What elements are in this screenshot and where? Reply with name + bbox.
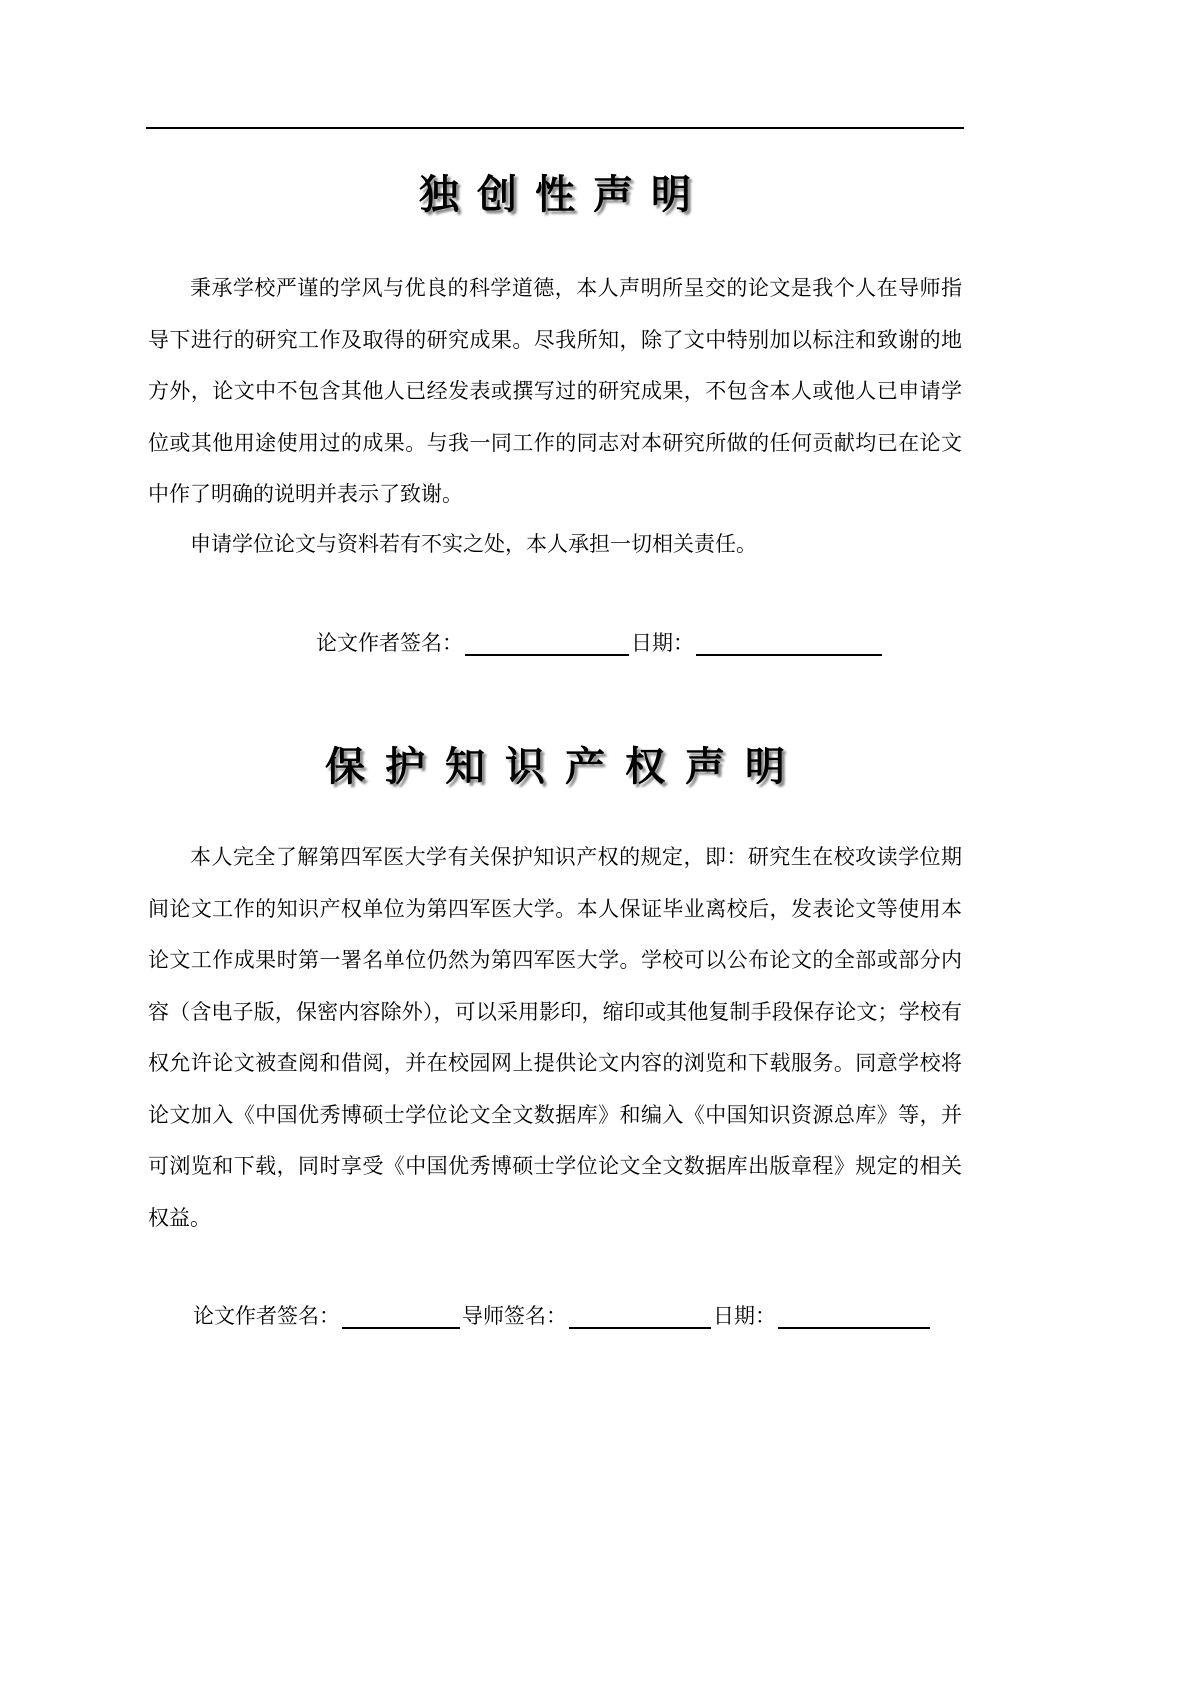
supervisor-signature-field[interactable] bbox=[569, 1303, 711, 1329]
originality-paragraph-2: 申请学位论文与资料若有不实之处，本人承担一切相关责任。 bbox=[190, 532, 757, 556]
ip-paragraph: 本人完全了解第四军医大学有关保护知识产权的规定，即：研究生在校攻读学位期间论文工作的知识产权单位为第四军医大学。本人保证毕业离校后，发表论文等使用本论文工作成果时第一署名单位仍然为第四军医大学。学校可以公布论文的全部或部分内容（含电子版，保密内容除外），可以采用影印，缩印或其他复制手段保存论文；学校有权允许论文被查阅和借阅，并在校园网上提供论文内容的浏览和下载服务。同意学校将论文加入《中国优秀博硕士学位论文全文数据库》和编入《中国知识资源总库》等，并可浏览和下载，同时享受《中国优秀博硕士学位论文全文数据库出版章程》规定的相关权益。 bbox=[148, 845, 962, 1230]
date-field[interactable] bbox=[696, 630, 882, 656]
originality-paragraph-1: 秉承学校严谨的学风与优良的科学道德，本人声明所呈交的论文是我个人在导师指导下进行的研究工作及取得的研究成果。尽我所知，除了文中特别加以标注和致谢的地方外，论文中不包含其他人已经发表或撰写过的研究成果，不包含本人或他人已申请学位或其他用途使用过的成果。与我一同工作的同志对本研究所做的任何贡献均已在论文中作了明确的说明并表示了致谢。 bbox=[148, 276, 962, 506]
ip-title: 保护知识产权声明 bbox=[325, 744, 805, 790]
originality-signature-line bbox=[316, 628, 884, 658]
date-field[interactable] bbox=[778, 1303, 930, 1329]
date-label: 日期： bbox=[631, 631, 694, 655]
ip-signature-line bbox=[193, 1301, 932, 1331]
author-signature-field[interactable] bbox=[342, 1303, 460, 1329]
author-signature-label: 论文作者签名： bbox=[316, 631, 463, 655]
supervisor-signature-label: 导师签名： bbox=[462, 1304, 567, 1328]
date-label: 日期： bbox=[713, 1304, 776, 1328]
top-horizontal-rule bbox=[146, 127, 964, 129]
originality-title: 独创性声明 bbox=[419, 172, 709, 218]
author-signature-label: 论文作者签名： bbox=[193, 1304, 340, 1328]
author-signature-field[interactable] bbox=[465, 630, 629, 656]
